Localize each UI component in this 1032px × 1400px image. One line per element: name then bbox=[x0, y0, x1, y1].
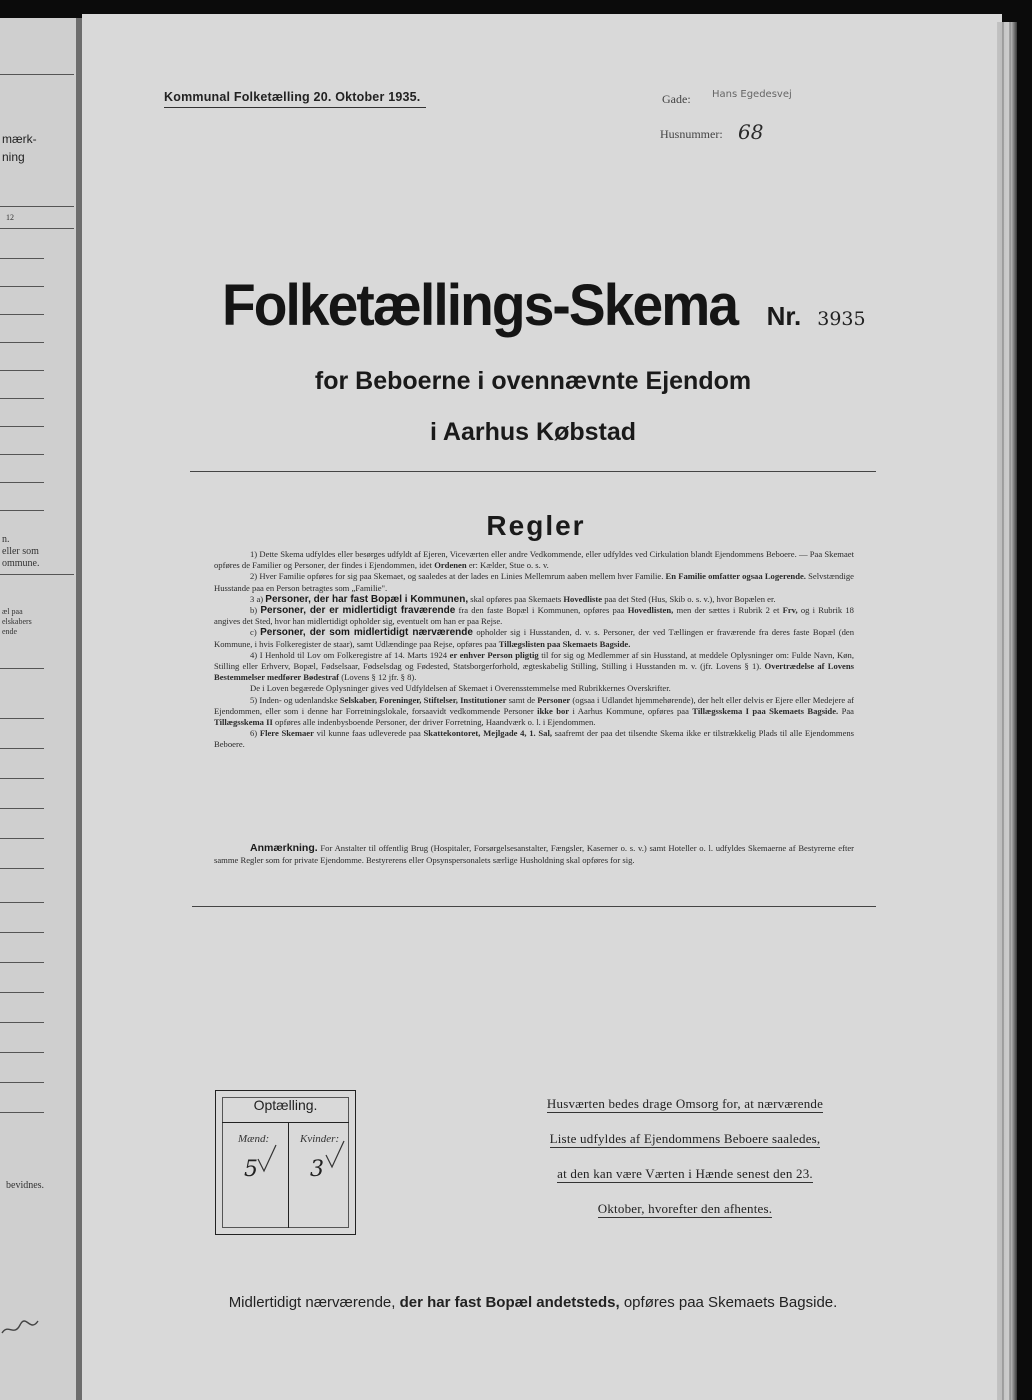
left-page-text: æl paa bbox=[2, 607, 23, 616]
left-page-text: bevidnes. bbox=[6, 1180, 45, 1191]
rule-3b: b) Personer, der er midlertidigt fraværende fra den faste Bopæl i Kommunen, opføres paa Hovedlisten, men der sættes i Rubrik 2 et Frv, og i Rubrik 18 angives det Sted, hvor han midlertidigt opholder sig, eventuelt om han er paa Rejse. bbox=[214, 605, 854, 627]
left-page-rule bbox=[0, 206, 74, 207]
footer-note: Midlertidigt nærværende, der har fast Bopæl andetsteds, opføres paa Skemaets Bagside. bbox=[228, 1294, 838, 1311]
notice-line-3: at den kan være Værten i Hænde senest den 23. bbox=[557, 1166, 813, 1181]
left-page-rule bbox=[0, 482, 44, 483]
left-page-rule bbox=[0, 258, 44, 259]
gade-label: Gade: bbox=[662, 92, 691, 106]
rule-1: 1) Dette Skema udfyldes eller besørges udfyldt af Ejeren, Viceværten eller andre Vedkommende, eller udfyldes ved Cirkulation blandt Ejendommens Beboere. — Paa Skemaet opføres de Familier og Personer, der findes i Ejendommen, idet Ordenen er: Kælder, Stue o. s. v. bbox=[214, 549, 854, 571]
divider bbox=[190, 471, 876, 472]
title-main: Folketællings-Skema bbox=[222, 273, 738, 338]
left-page-rule bbox=[0, 668, 44, 669]
left-page-rule bbox=[0, 398, 44, 399]
left-page-text: elskabers bbox=[2, 617, 32, 626]
count-box-title: Optælling. bbox=[253, 1097, 318, 1113]
left-page-rule bbox=[0, 932, 44, 933]
left-page-rule bbox=[0, 868, 44, 869]
left-page-rule bbox=[0, 228, 74, 229]
count-box-divider bbox=[288, 1123, 289, 1228]
left-page-rule bbox=[0, 992, 44, 993]
rule-5: 5) Inden- og udenlandske Selskaber, Foreninger, Stiftelser, Institutioner samt de Personer (ogsaa i Udlandet hjemmehørende), der helt eller delvis er Ejere eller Medejere af Ejendommen, eller som i denne har Forretningslokale, forsaavidt vedkommende Personer ikke bor i Aarhus Kommune, opføres paa Tillægsskema I paa Skemaets Bagside. Paa Tillægsskema II opføres alle indenbysboende Personer, der driver Forretning, Haandværk o. l. i Ejendommen. bbox=[214, 694, 855, 728]
divider bbox=[192, 906, 876, 907]
page-edge-stack bbox=[997, 22, 1017, 1400]
husnummer-label: Husnummer: bbox=[660, 127, 723, 141]
count-box-rule bbox=[222, 1122, 349, 1123]
notice-line-1: Husværten bedes drage Omsorg for, at nærværende bbox=[546, 1096, 824, 1111]
subtitle-line-1: for Beboerne i ovennævnte Ejendom bbox=[314, 367, 752, 395]
form-title bbox=[0, 272, 1032, 339]
rule-2: 2) Hver Familie opføres for sig paa Skemaet, og saaledes at der lades en Linies Mellemrum aaben mellem hver Familie. En Familie omfatter ogsaa Logerende. Selvstændige Husstande paa en Person betragtes som „Familie". bbox=[214, 571, 854, 593]
left-page-rule bbox=[0, 902, 44, 903]
maend-label: Mænd: bbox=[238, 1133, 270, 1145]
left-page-rule bbox=[0, 838, 44, 839]
count-box bbox=[215, 1090, 356, 1235]
left-page-rule bbox=[0, 342, 44, 343]
rule-6: 6) Flere Skemaer vil kunne faas udleverede paa Skattekontoret, Mejlgade 4, 1. Sal, saafremt der paa det tilsendte Skema ikke er tilstrækkelig Plads til alle Ejendommens Beboere. bbox=[214, 728, 855, 750]
left-page-rule bbox=[0, 74, 74, 75]
left-page-rule bbox=[0, 1052, 44, 1053]
rule-3c: c) Personer, der som midlertidigt nærværende opholder sig i Husstanden, d. v. s. Personer, der ved Tællingen er fraværende fra deres faste Bopæl (den Kommune, i hvis Folkeregister de staar), samt Udlændinge paa Rejse, opføres paa Tillægslisten paa Skemaets Bagside. bbox=[214, 627, 855, 649]
rule-3a: 3 a) Personer, der har fast Bopæl i Kommunen, skal opføres paa Skemaets Hovedliste paa det Sted (Hus, Skib o. s. v.), hvor Bopælen er. bbox=[250, 593, 776, 605]
left-page-text: n. bbox=[2, 534, 10, 545]
kvinder-count: 3 bbox=[310, 1157, 324, 1182]
left-page-text: ning bbox=[2, 150, 25, 164]
rules-body bbox=[214, 549, 854, 751]
left-page-rule bbox=[0, 808, 44, 809]
left-page-text: 12 bbox=[6, 213, 14, 222]
husnummer-value: 68 bbox=[738, 120, 764, 144]
remark-label: Anmærkning. bbox=[250, 842, 318, 854]
left-page-rule bbox=[0, 748, 44, 749]
remark-text: For Anstalter til offentlig Brug (Hospitaler, Forsørgelsesanstalter, Fængsler, Kaserner o. s. v.) samt Hoteller o. l. udfyldes Skemaerne af Bestyrerne efter samme Regler som for private Ejendomme. Bestyrerens eller Opsynspersonalets særlige Husholdning skal opføres for sig. bbox=[214, 843, 855, 865]
left-page-rule bbox=[0, 1022, 44, 1023]
title-nr: Nr. bbox=[766, 301, 802, 331]
left-page-fragment bbox=[0, 18, 78, 1400]
rules-heading: Regler bbox=[486, 510, 586, 541]
left-page-rule bbox=[0, 962, 44, 963]
left-page-rule bbox=[0, 778, 44, 779]
left-page-rule bbox=[0, 718, 44, 719]
left-page-text: ende bbox=[2, 627, 18, 636]
kvinder-label: Kvinder: bbox=[300, 1133, 340, 1145]
census-header: Kommunal Folketælling 20. Oktober 1935. bbox=[164, 90, 421, 104]
checkmark-icon bbox=[256, 1143, 280, 1175]
left-page-rule bbox=[0, 574, 74, 575]
remark-paragraph bbox=[214, 842, 854, 866]
notice-line-2: Liste udfyldes af Ejendommens Beboere saaledes, bbox=[549, 1131, 821, 1146]
left-page-rule bbox=[0, 1082, 44, 1083]
left-page-text: eller som bbox=[2, 546, 39, 557]
notice-line-4: Oktober, hvorefter den afhentes. bbox=[597, 1201, 773, 1216]
left-page-rule bbox=[0, 1112, 44, 1113]
rule-4-note: De i Loven begærede Oplysninger gives ved Udfyldelsen af Skemaet i Overensstemmelse med Rubrikkernes Overskrifter. bbox=[250, 683, 671, 694]
header-underline bbox=[164, 107, 426, 108]
checkmark-icon bbox=[324, 1139, 348, 1171]
gade-value: Hans Egedesvej bbox=[712, 89, 792, 100]
subtitle-line-2: i Aarhus Købstad bbox=[429, 418, 637, 446]
left-page-text: mærk- bbox=[2, 132, 37, 146]
rule-4: 4) I Henhold til Lov om Folkeregistre af 14. Marts 1924 er enhver Person pligtig til for sig og Medlemmer af sin Husstand, at meddele Oplysninger om: Fulde Navn, Køn, Stilling eller Erhverv, Bopæl, Fødselsaar, Fødselsdag og Fødested, Statsborgerforhold, ægteskabelig Stilling, Stilling i Husstanden m. v. (jfr. Lovens § 1). Overtrædelse af Lovens Bestemmelser medfører Bødestraf (Lovens § 12 jfr. § 8). bbox=[214, 649, 854, 683]
form-number: 3935 bbox=[817, 308, 866, 330]
maend-count: 5 bbox=[244, 1157, 258, 1182]
left-page-text: ommune. bbox=[2, 558, 40, 569]
left-page-rule bbox=[0, 454, 44, 455]
